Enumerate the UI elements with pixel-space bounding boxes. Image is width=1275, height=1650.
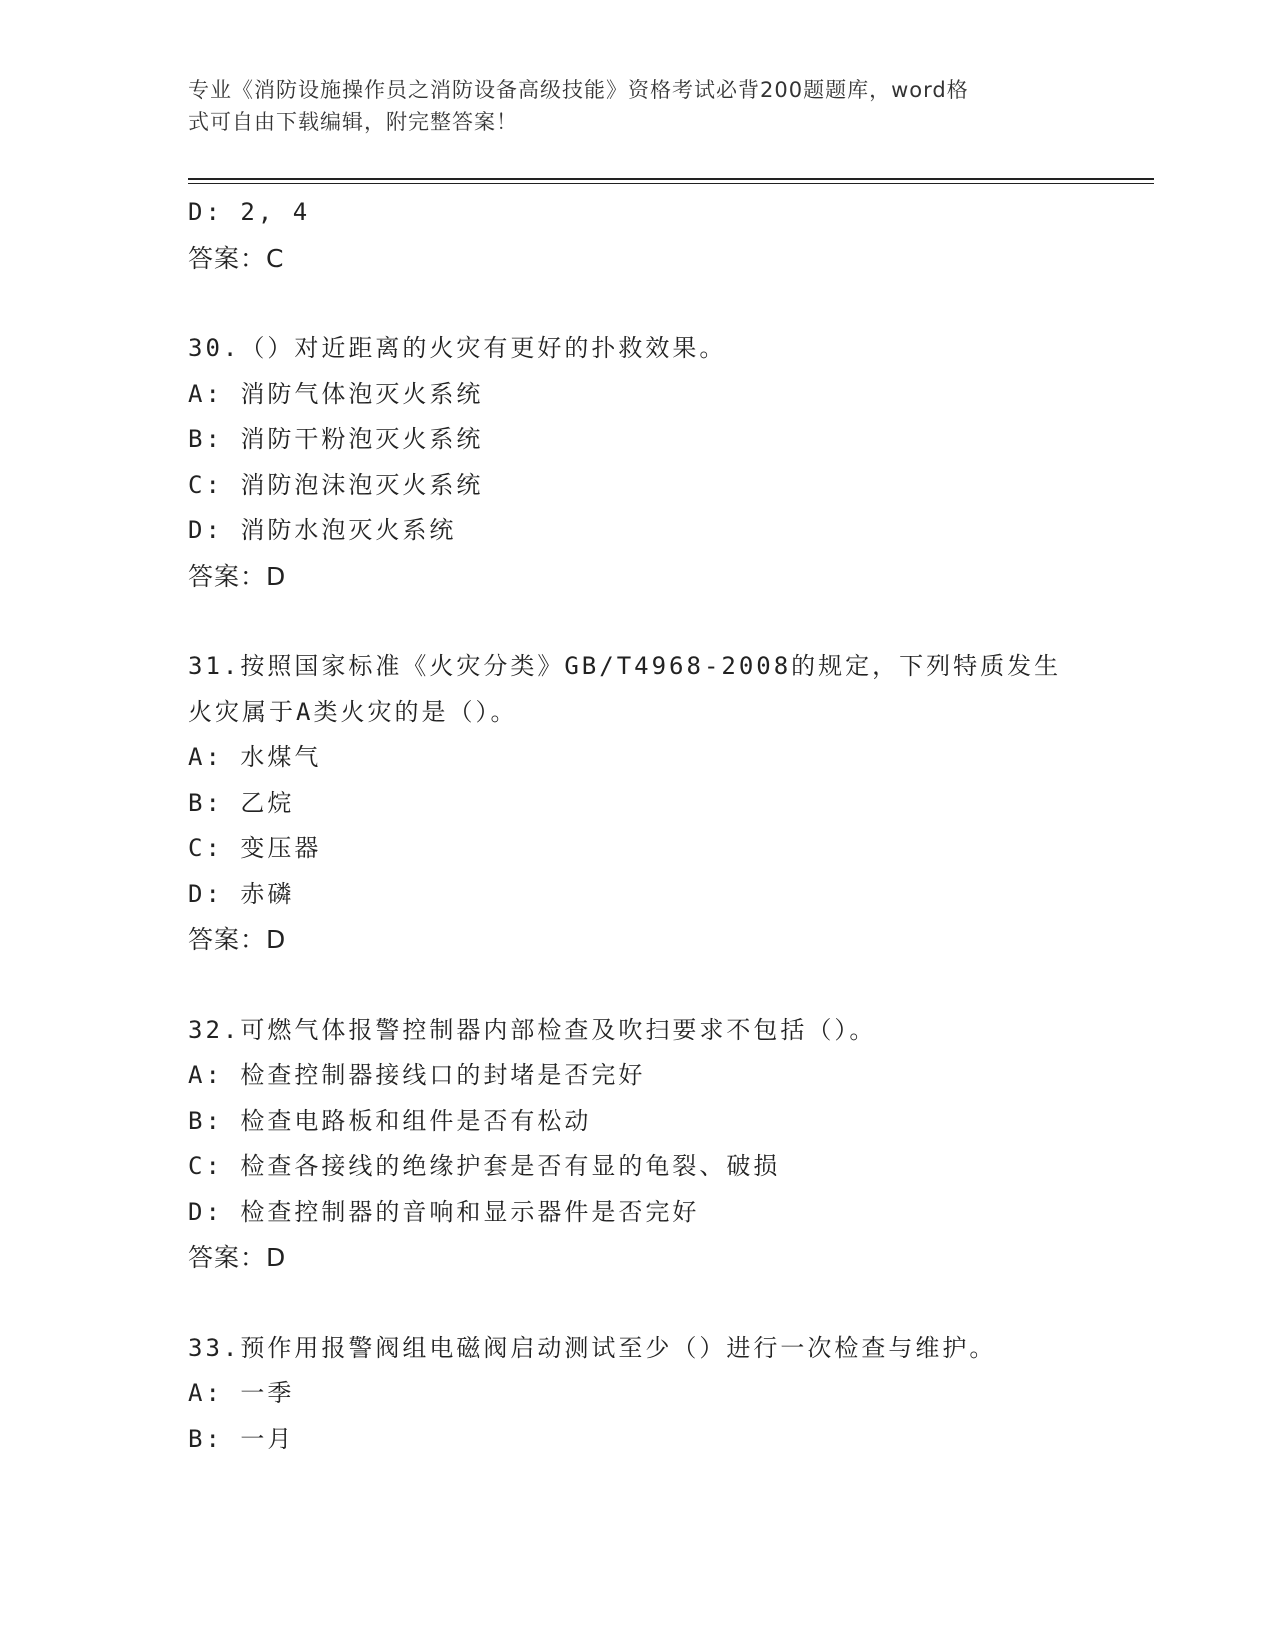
- option-b: B: 消防干粉泡灭火系统: [188, 425, 484, 453]
- question-29-tail: [188, 190, 1088, 281]
- header-line-1: 专业《消防设施操作员之消防设备高级技能》资格考试必背200题题库，word格: [188, 78, 969, 102]
- question-32: [188, 1008, 1088, 1281]
- header-divider-thin: [188, 183, 1154, 184]
- answer: 答案：D: [188, 925, 287, 954]
- answer: 答案：D: [188, 1243, 287, 1272]
- document-body: [188, 190, 1088, 1462]
- spacer: [188, 963, 1088, 1008]
- question-title-line-2: 火灾属于A类火灾的是（）。: [188, 697, 518, 726]
- option-c: C: 变压器: [188, 834, 322, 862]
- option-a: A: 一季: [188, 1379, 295, 1407]
- question-title: 30.（）对近距离的火灾有更好的扑救效果。: [188, 334, 727, 362]
- question-30: [188, 326, 1088, 599]
- option-c: C: 消防泡沫泡灭火系统: [188, 470, 484, 499]
- spacer: [188, 1281, 1088, 1326]
- option-c: C: 检查各接线的绝缘护套是否有显的龟裂、破损: [188, 1152, 781, 1180]
- option-a: A: 水煤气: [188, 743, 322, 771]
- document-header: [188, 74, 1068, 138]
- header-divider-thick: [188, 178, 1154, 180]
- question-title: 33.预作用报警阀组电磁阀启动测试至少（）进行一次检查与维护。: [188, 1333, 997, 1362]
- question-31: [188, 644, 1088, 963]
- question-title: 32.可燃气体报警控制器内部检查及吹扫要求不包括（）。: [188, 1015, 877, 1044]
- option-a: A: 检查控制器接线口的封堵是否完好: [188, 1061, 646, 1089]
- option-a: A: 消防气体泡灭火系统: [188, 379, 484, 408]
- question-33: [188, 1326, 1088, 1463]
- option-d: D: 赤磷: [188, 879, 295, 908]
- option-d: D: 检查控制器的音响和显示器件是否完好: [188, 1197, 700, 1226]
- option-d: D: 2, 4: [188, 198, 311, 226]
- option-b: B: 乙烷: [188, 788, 295, 817]
- spacer: [188, 281, 1088, 326]
- option-d: D: 消防水泡灭火系统: [188, 516, 457, 544]
- header-line-2: 式可自由下载编辑，附完整答案！: [188, 110, 518, 134]
- answer: 答案：D: [188, 561, 287, 591]
- answer: 答案：C: [188, 243, 285, 273]
- spacer: [188, 599, 1088, 644]
- question-title-line-1: 31.按照国家标准《火灾分类》GB/T4968-2008的规定，下列特质发生: [188, 652, 1062, 680]
- option-b: B: 检查电路板和组件是否有松动: [188, 1106, 592, 1135]
- option-b: B: 一月: [188, 1424, 295, 1453]
